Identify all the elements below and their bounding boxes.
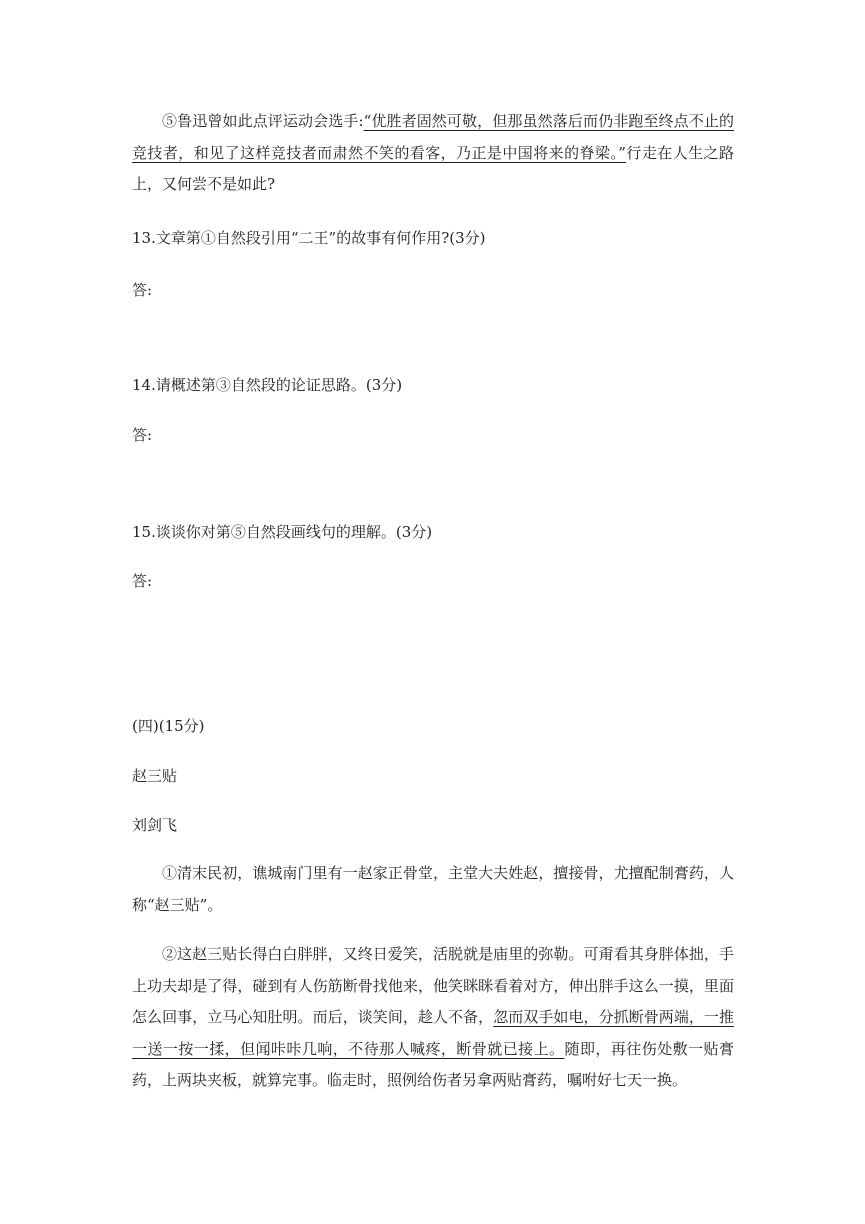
story-paragraph-2 — [132, 939, 734, 1097]
question-13-answer-label: 答: — [132, 281, 153, 299]
paragraph-5 — [132, 106, 734, 201]
story-author: 刘剑飞 — [132, 816, 178, 834]
section-4-heading: (四)(15分) — [132, 717, 205, 735]
story-paragraph-2-end: 随即，再往伤处敷一贴膏药，上两块夹板，就算完事。临走时，照例给伤者另拿两贴膏药，嘱咐好七天一换。 — [132, 1039, 734, 1089]
story-paragraph-2-underlined: 忽而双手如电，分抓断骨两端，一推一送一按一揉，但闻咔咔几响，不待那人喊疼，断骨就已接上。 — [132, 1008, 734, 1058]
story-title: 赵三贴 — [132, 767, 178, 785]
question-13: 13.文章第①自然段引用“二王”的故事有何作用?(3分) — [132, 229, 486, 247]
story-paragraph-2-start: ②这赵三贴长得白白胖胖，又终日爱笑，活脱就是庙里的弥勒。可甭看其身胖体拙，手上功夫却是了得，碰到有人伤筋断骨找他来，他笑眯眯看着对方，伸出胖手这么一摸，里面怎么回事，立马心知肚明。而后，谈笑间，趁人不备， — [132, 945, 734, 1026]
story-paragraph-1: ①清末民初，谯城南门里有一赵家正骨堂，主堂大夫姓赵，擅接骨，尤擅配制膏药，人称“赵三贴”。 — [132, 864, 734, 914]
paragraph-5-underlined-quote: “优胜者固然可敬，但那虽然落后而仍非跑至终点不止的竞技者，和见了这样竞技者而肃然不笑的看客，乃正是中国将来的脊梁。” — [132, 112, 735, 162]
question-14-answer-label: 答: — [132, 426, 153, 444]
question-15: 15.谈谈你对第⑤自然段画线句的理解。(3分) — [132, 523, 433, 541]
question-14: 14.请概述第③自然段的论证思路。(3分) — [132, 376, 403, 394]
question-15-answer-label: 答: — [132, 572, 153, 590]
paragraph-5-conclusion: 行走在人生之路上，又何尝不是如此? — [132, 143, 734, 193]
paragraph-5-intro: ⑤鲁迅曾如此点评运动会选手: — [162, 112, 364, 130]
